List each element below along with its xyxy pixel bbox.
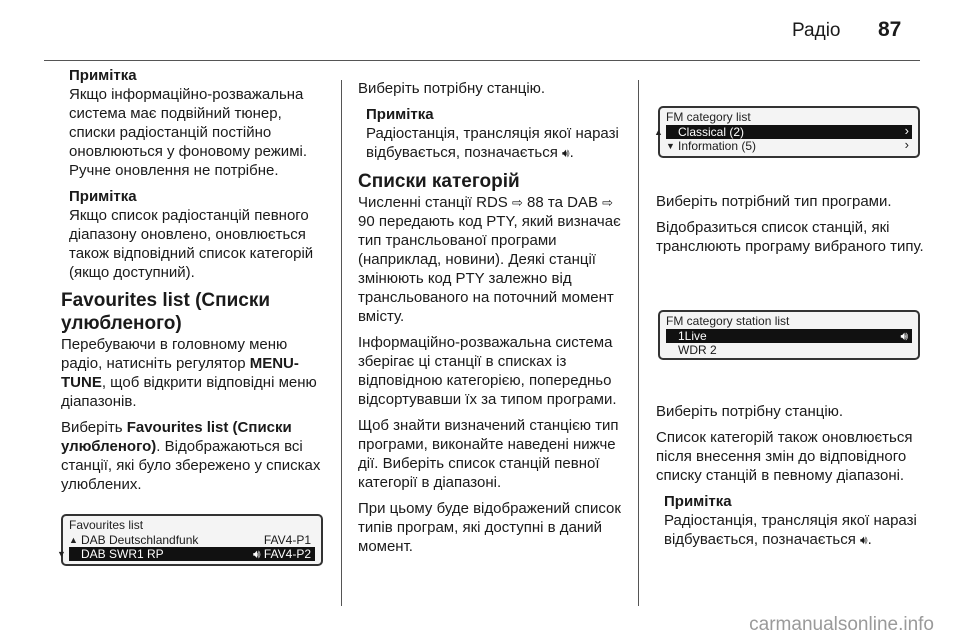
paragraph: При цьому буде відображений список типів програм, які доступні в даний момент.: [358, 500, 621, 555]
preset-label: 🔊︎ FAV4-P2: [252, 547, 311, 561]
list-item[interactable]: [69, 533, 315, 547]
section-heading: Favourites list (Списки улюбленого): [61, 290, 271, 334]
paragraph: Виберіть потрібну станцію.: [358, 80, 546, 97]
column-2: [358, 79, 628, 563]
arrow-up-icon: ▲: [69, 535, 78, 545]
note-text: Радіостанція, трансляція якої наразі відбувається, позначається: [366, 125, 619, 161]
text: . Відображаються всі станції, які було збережено у списках улюблених.: [61, 438, 321, 493]
note-title: Примітка: [366, 106, 434, 123]
page-reference[interactable]: 90: [358, 213, 375, 230]
paragraph: Численні станції RDS ⇨ 88 та DAB ⇨ 90 передають код PTY, який визначає тип трансльованої програми (наприклад, новини). Деякі станції змінюють код PTY залежно від трансльованого на поточний момент вмісту.: [358, 194, 621, 325]
page-reference[interactable]: 88: [527, 194, 544, 211]
note-block: [61, 187, 331, 282]
paragraph: Виберіть потрібну станцію.: [656, 403, 844, 420]
list-item-selected[interactable]: [57, 547, 315, 561]
paragraph: Відобразиться список станцій, які транслюють програму вибраного типу.: [656, 219, 924, 255]
column-divider-1: [341, 80, 342, 606]
page-header-title: Радіо: [792, 20, 841, 41]
favourites-list-screen: [57, 514, 323, 566]
header-divider: [44, 60, 920, 61]
column-3-lower: [656, 402, 926, 557]
text: Виберіть: [61, 419, 127, 436]
note-block: Примітка Радіостанція, трансляція якої наразі відбувається, позначається 🔊︎.: [664, 493, 917, 548]
reference-arrow-icon: ⇨: [511, 195, 523, 210]
screen-title: Favourites list: [69, 518, 144, 532]
note-block: [61, 66, 331, 180]
speaker-icon: 🔊︎: [900, 329, 908, 343]
list-item-selected[interactable]: [654, 123, 912, 139]
chevron-right-icon: ›: [904, 137, 909, 152]
text: , щоб відкрити відповідні меню діапазонів.: [61, 374, 317, 410]
arrow-down-icon: ▼: [57, 549, 66, 559]
speaker-icon: 🔊︎: [252, 547, 261, 561]
screen-title: FM category station list: [666, 314, 790, 328]
watermark: carmanualsonline.info: [749, 614, 934, 635]
note-title: Примітка: [664, 493, 732, 510]
paragraph: [61, 335, 331, 411]
reference-arrow-icon: ⇨: [602, 195, 614, 210]
fm-category-station-list-screen: [658, 310, 920, 360]
station-name: 1Live: [678, 329, 707, 343]
list-item[interactable]: [666, 139, 912, 153]
control-name: MENU-TUNE: [61, 355, 299, 391]
paragraph: Щоб знайти визначений станцією тип програми, виконайте наведені нижче дії. Виберіть список станцій певної категорії в діапазоні.: [358, 417, 619, 491]
category-name: Information (5): [678, 139, 757, 153]
note-text: Якщо список радіостанцій певного діапазону оновлено, оновлюється також відповідний список категорій (якщо доступний).: [69, 207, 314, 281]
station-name: WDR 2: [678, 343, 717, 357]
arrow-up-icon: ▲: [654, 127, 663, 137]
category-name: Classical (2): [678, 125, 745, 139]
note-title: Примітка: [69, 67, 137, 84]
arrow-down-icon: ▼: [666, 141, 675, 151]
list-item-selected[interactable]: [666, 329, 912, 343]
note-title: Примітка: [69, 188, 137, 205]
speaker-icon: 🔊︎: [860, 533, 868, 547]
text: Перебуваючи в головному меню радіо, натисніть регулятор: [61, 336, 288, 372]
speaker-icon: 🔊︎: [562, 146, 570, 160]
page-number: 87: [878, 18, 902, 41]
column-3: [656, 192, 926, 263]
station-name: DAB SWR1 RP: [81, 547, 164, 561]
section-heading: Списки категорій: [358, 171, 520, 192]
fm-category-list-screen: [654, 106, 920, 158]
note-block: Примітка Радіостанція, трансляція якої наразі відбувається, позначається 🔊︎.: [366, 106, 619, 161]
paragraph: Список категорій також оновлюється після внесення змін до відповідного списку станцій в певному діапазоні.: [656, 429, 913, 484]
column-1: [61, 66, 331, 501]
screen-title: FM category list: [666, 110, 751, 124]
paragraph: Виберіть потрібний тип програми.: [656, 193, 892, 210]
station-name: DAB Deutschlandfunk: [81, 533, 199, 547]
menu-item-name: Favourites list (Списки улюбленого): [61, 419, 292, 455]
note-text: Якщо інформаційно-розважальна система має подвійний тюнер, списки радіостанцій постійно оновлюються у фоновому режимі. Ручне оновлення не потрібне.: [69, 86, 308, 179]
chevron-right-icon: ›: [904, 123, 909, 138]
paragraph: Інформаційно-розважальна система зберігає ці станції в списках із відповідною категорією, попередньо відсортувавши їх за типом програми.: [358, 334, 617, 408]
list-item[interactable]: [666, 343, 912, 357]
note-text: Радіостанція, трансляція якої наразі відбувається, позначається: [664, 512, 917, 548]
preset-label: FAV4-P1: [263, 533, 311, 547]
column-divider-2: [638, 80, 639, 606]
paragraph: [61, 418, 331, 494]
